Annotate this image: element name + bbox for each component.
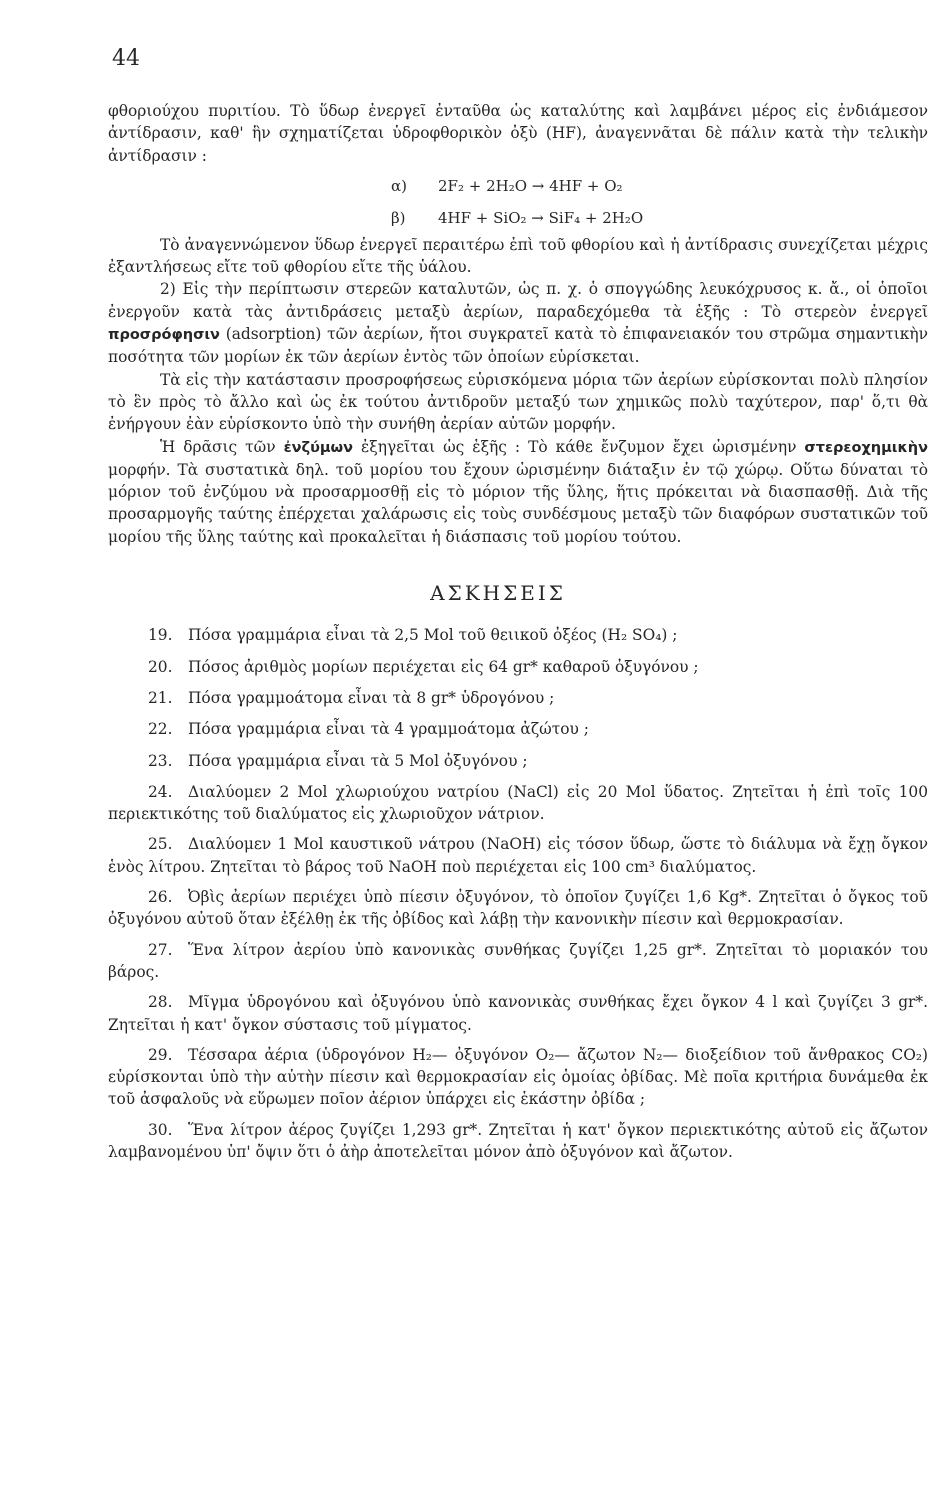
paragraph-continuation: φθοριούχου πυριτίου. Τὸ ὕδωρ ἐνεργεῖ ἐνταῦθα ὡς καταλύτης καὶ λαμβάνει μέρος εἰς ἐνδιάμεσον ἀντίδρασιν, καθ' ἣν σχηματίζεται ὑδροφθορικὸν ὀξὺ (HF), ἀναγεννᾶται δὲ πάλιν κατὰ τὴν τελικὴν ἀντίδρασιν :: [108, 102, 928, 165]
exercise-number: 29.: [148, 1045, 173, 1064]
exercise-item: [108, 718, 928, 740]
paragraph-regenerated-water: Τὸ ἀναγεννώμενον ὕδωρ ἐνεργεῖ περαιτέρω ἐπὶ τοῦ φθορίου καὶ ἡ ἀντίδρασις συνεχίζεται μέχρις ἐξαντλήσεως εἴτε τοῦ φθορίου εἴτε τῆς ὑάλου.: [108, 235, 928, 277]
exercise-item: [108, 656, 928, 678]
equation-reaction: 4HF + SiO₂ → SiF₄ + 2H₂O: [438, 208, 644, 227]
bold-term-adsorption: προσρόφησιν: [108, 327, 220, 344]
exercise-item: [108, 1119, 928, 1164]
text-segment: (adsorption) τῶν ἀερίων, ἤτοι συγκρατεῖ κατὰ τὸ ἐπιφανειακόν του στρῶμα σημαντικὴν ποσότητα τῶν μορίων ἐκ τῶν ἀερίων ἐντὸς τῶν ὁποίων εὑρίσκεται.: [108, 325, 928, 367]
equation-label: α): [391, 176, 407, 195]
bold-term-enzymes: ἐνζύμων: [283, 439, 354, 456]
exercise-number: 21.: [148, 688, 173, 707]
equation-reaction: 2F₂ + 2H₂O → 4HF + O₂: [438, 176, 623, 195]
exercise-number: 30.: [148, 1120, 173, 1139]
exercise-text: Πόσα γραμμοάτομα εἶναι τὰ 8 gr* ὑδρογόνου ;: [188, 688, 555, 707]
exercise-text: Πόσα γραμμάρια εἶναι τὰ 2,5 Mol τοῦ θειικοῦ ὀξέος (H₂ SO₄) ;: [188, 626, 678, 645]
bold-term-stereochemical: στερεοχημικὴν: [804, 439, 928, 456]
text-segment: μορφήν. Τὰ συστατικὰ δηλ. τοῦ μορίου του ἔχουν ὡρισμένην διάταξιν ἐν τῷ χώρῳ. Οὕτω δύναται τὸ μόριον τοῦ ἐνζύμου νὰ προσαρμοσθῇ εἰς τὸ μόριον τῆς ὕλης, ἥτις πρόκειται νὰ διασπασθῇ. Διὰ τῆς προσαρμογῆς ταύτης ἐπέρχεται χαλάρωσις εἰς τοὺς συνδέσμους μεταξὺ τῶν διαφόρων συστατικῶν τοῦ μορίου τῆς ὕλης ταύτης καὶ προκαλεῖται ἡ διάσπασις τοῦ μορίου τούτου.: [108, 460, 928, 546]
text-segment: 2) Εἰς τὴν περίπτωσιν στερεῶν καταλυτῶν, ὡς π. χ. ὁ σπογγώδης λευκόχρυσος κ. ἄ., οἱ ὁποῖοι ἐνεργοῦν κατὰ τὰς ἀντιδράσεις μεταξὺ ἀερίων, παραδεχόμεθα τὰ ἑξῆς : Τὸ στερεὸν ἐνεργεῖ: [108, 280, 928, 321]
exercise-text: Διαλύομεν 2 Mol χλωριούχου νατρίου (NaCl) εἰς 20 Mol ὕδατος. Ζητεῖται ἡ ἐπὶ τοῖς 100 περιεκτικότης τοῦ διαλύματος εἰς χλωριοῦχον νάτριον.: [108, 782, 928, 824]
exercise-number: 28.: [148, 993, 173, 1012]
exercise-text: Ὀβὶς ἀερίων περιέχει ὑπὸ πίεσιν ὀξυγόνον, τὸ ὁποῖον ζυγίζει 1,6 Kg*. Ζητεῖται ὁ ὄγκος τοῦ ὀξυγόνου αὐτοῦ ὅταν ἐξέλθῃ ἐκ τῆς ὀβίδος καὶ λάβῃ τὴν κανονικὴν πίεσιν καὶ θερμοκρασίαν.: [108, 888, 928, 929]
exercise-item: [108, 1044, 928, 1111]
paragraph-adsorbed-molecules: Τὰ εἰς τὴν κατάστασιν προσροφήσεως εὑρισκόμενα μόρια τῶν ἀερίων εὑρίσκονται πολὺ πλησίον τὸ ἓν πρὸς τὸ ἄλλο καὶ ὡς ἐκ τούτου ἀντιδροῦν μεταξύ των χημικῶς πολὺ ταχύτερον, παρ' ὅ,τι θὰ ἐνήργουν ἐὰν εὑρίσκοντο ὑπὸ τὴν συνήθη ἀερίαν αὐτῶν μορφήν.: [108, 370, 928, 434]
exercise-number: 24.: [148, 782, 173, 801]
paragraph-enzymes: [108, 436, 928, 548]
exercise-item: [108, 886, 928, 931]
equation-label: β): [391, 208, 406, 227]
text-segment: ἐξηγεῖται ὡς ἑξῆς : Τὸ κάθε ἔνζυμον ἔχει ὡρισμένην: [361, 437, 797, 456]
paragraph-solid-catalysts: [108, 278, 928, 368]
exercise-item: [108, 781, 928, 826]
exercises-heading: ΑΣΚΗΣΕΙΣ: [430, 581, 566, 606]
exercise-list: [108, 624, 928, 1163]
exercise-text: Πόσα γραμμάρια εἶναι τὰ 4 γραμμοάτομα ἀζώτου ;: [188, 720, 589, 739]
exercise-item: [108, 833, 928, 878]
exercise-item: [108, 939, 928, 984]
exercise-text: Διαλύομεν 1 Mol καυστικοῦ νάτρου (NaOH) εἰς τόσον ὕδωρ, ὥστε τὸ διάλυμα νὰ ἔχῃ ὄγκον ἑνὸς λίτρου. Ζητεῖται τὸ βάρος τοῦ NaOH ποὺ περιέχεται εἰς 100 cm³ διαλύματος.: [108, 835, 928, 876]
exercise-number: 23.: [148, 751, 173, 770]
exercise-item: [108, 750, 928, 772]
text-segment: Ἡ δρᾶσις τῶν: [160, 437, 276, 456]
exercise-text: Πόσος ἀριθμὸς μορίων περιέχεται εἰς 64 gr* καθαροῦ ὀξυγόνου ;: [188, 657, 699, 676]
page-body: [108, 100, 928, 1171]
exercise-text: Πόσα γραμμάρια εἶναι τὰ 5 Mol ὀξυγόνου ;: [188, 751, 528, 770]
exercise-number: 26.: [148, 888, 173, 907]
exercise-number: 20.: [148, 657, 173, 676]
exercise-text: Ἕνα λίτρον ἀερίου ὑπὸ κανονικὰς συνθήκας ζυγίζει 1,25 gr*. Ζητεῖται τὸ μοριακόν του βάρος.: [108, 940, 928, 981]
exercise-text: Ἕνα λίτρον ἀέρος ζυγίζει 1,293 gr*. Ζητεῖται ἡ κατ' ὄγκον περιεκτικότης αὐτοῦ εἰς ἄζωτον λαμβανομένου ὑπ' ὄψιν ὅτι ὁ ἀὴρ ἀποτελεῖται μόνον ἀπὸ ὀξυγόνον καὶ ἄζωτον.: [108, 1120, 928, 1161]
equation-beta: [391, 205, 928, 231]
exercise-item: [108, 687, 928, 709]
exercise-text: Μῖγμα ὑδρογόνου καὶ ὀξυγόνου ὑπὸ κανονικὰς συνθήκας ἔχει ὄγκον 4 l καὶ ζυγίζει 3 gr*. Ζητεῖται ἡ κατ' ὄγκον σύστασις τοῦ μίγματος.: [108, 993, 928, 1034]
exercise-text: Τέσσαρα ἀέρια (ὑδρογόνον H₂— ὀξυγόνον O₂— ἄζωτον N₂— διοξείδιον τοῦ ἄνθρακος CO₂) εὑρίσκονται ὑπὸ τὴν αὐτὴν πίεσιν καὶ θερμοκρασίαν εἰς ὁμοίας ὀβίδας. Μὲ ποῖα κριτήρια δυνάμεθα ἐκ τοῦ ἀσφαλοῦς νὰ εὕρωμεν ποῖον ἀέριον ὑπάρχει εἰς ἑκάστην ὀβίδα ;: [108, 1045, 928, 1109]
exercise-number: 22.: [148, 720, 173, 739]
exercise-number: 27.: [148, 940, 173, 959]
exercise-number: 25.: [148, 835, 173, 854]
page-number: 44: [112, 46, 140, 71]
exercise-item: [108, 624, 928, 646]
exercise-item: [108, 991, 928, 1036]
exercise-number: 19.: [148, 626, 173, 645]
equation-alpha: [391, 173, 928, 199]
